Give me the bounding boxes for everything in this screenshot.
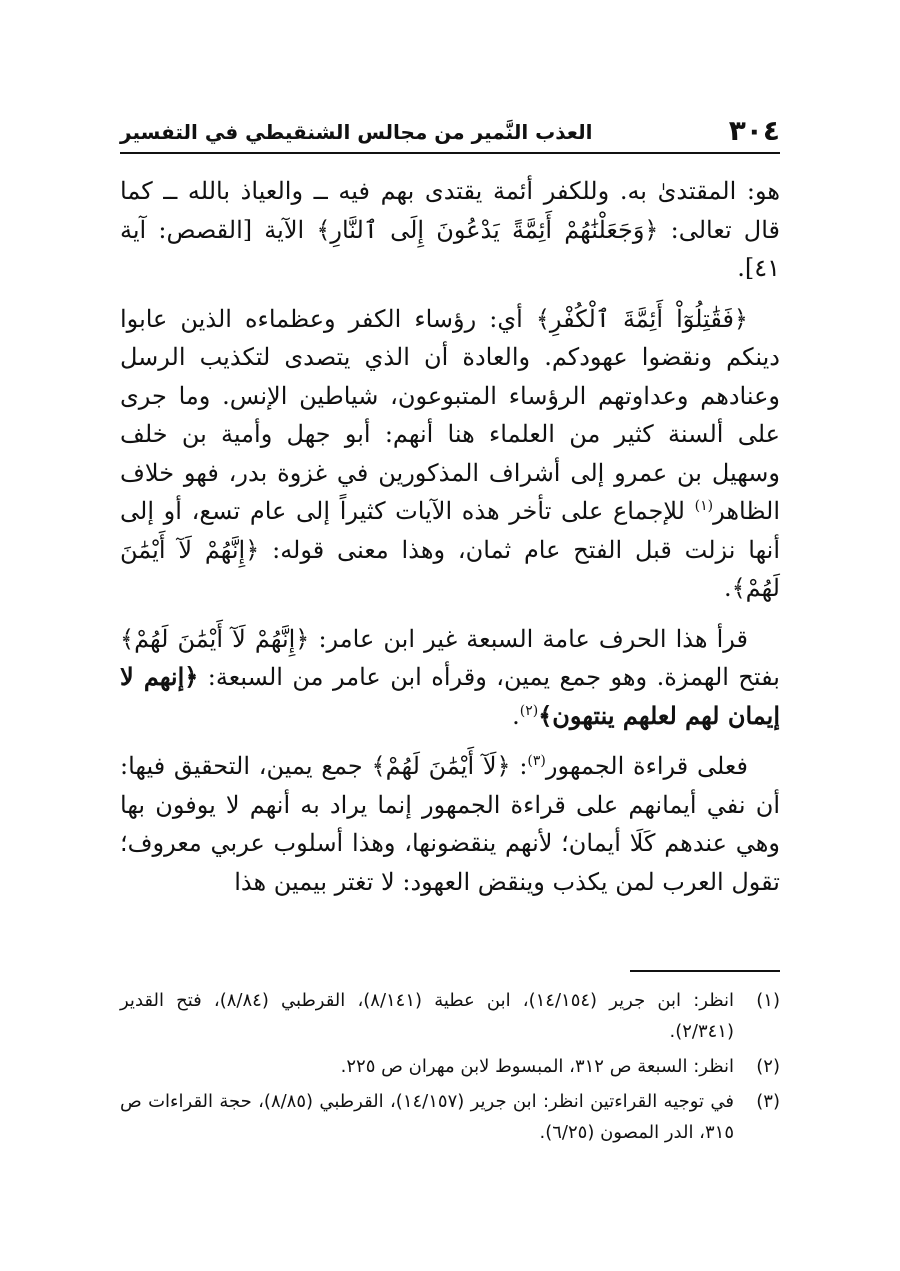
footnote-number: (٣)	[756, 1091, 780, 1112]
footnote-text: انظر: السبعة ص ٣١٢، المبسوط لابن مهران ص ٢٢٥.	[340, 1056, 734, 1077]
paragraph-1	[120, 172, 780, 288]
quran-verse: ﴿وَجَعَلْنَٰهُمْ أَئِمَّةً يَدْعُونَ إِلَى ٱلنَّارِ﴾	[316, 215, 659, 244]
text-segment: للإجماع على تأخر هذه الآيات كثيراً إلى عام تسع، أو إلى أنها نزلت قبل الفتح عام ثمان، وهذا معنى قوله:	[120, 497, 780, 564]
footnote-2	[120, 1051, 780, 1082]
text-segment: أي: رؤساء الكفر وعظماءه الذين عابوا دينكم ونقضوا عهودكم. والعادة أن الذي يتصدى لتكذيب الرسل وعنادهم وعداوتهم الرؤساء المتبوعون، شياطين الإنس. وما جرى على ألسنة كثير من العلماء هنا أنهم: أبو جهل وأمية بن خلف وسهيل بن عمرو إلى أشراف المذكورين في غزوة بدر، فهو خلاف الظاهر	[120, 304, 780, 525]
paragraph-2	[120, 300, 780, 608]
text-segment: :	[510, 752, 528, 780]
paragraph-3	[120, 620, 780, 736]
page-header	[120, 112, 780, 154]
quran-verse: ﴿فَقَٰتِلُوٓاْ أَئِمَّةَ ٱلْكُفْرِ﴾	[535, 304, 748, 333]
page-number: ٣٠٤	[728, 114, 780, 147]
quran-verse: ﴿إِنَّهُمْ لَآ أَيْمَٰنَ لَهُمْ﴾	[120, 535, 780, 602]
text-segment: بفتح الهمزة. وهو جمع يمين، وقرأه ابن عامر من السبعة:	[198, 663, 780, 691]
text-segment: .	[723, 574, 732, 602]
footnote-divider	[630, 970, 780, 972]
text-segment: جمع يمين، التحقيق فيها: أن نفي أيمانهم على قراءة الجمهور إنما يراد به أنهم لا يوفون بها وهي عندهم كَلَا أيمان؛ لأنهم ينقضونها، وهذا أسلوب عربي معروف؛ تقول العرب لمن يكذب وينقض العهود: لا تغتر بيمين هذا	[120, 752, 780, 896]
footnotes	[120, 985, 780, 1152]
footnote-marker[interactable]: (٣)	[527, 753, 546, 769]
text-segment: .	[512, 701, 520, 730]
footnote-number: (١)	[756, 990, 780, 1011]
text-segment: قرأ هذا الحرف عامة السبعة غير ابن عامر:	[309, 624, 748, 653]
quran-verse: ﴿إِنَّهُمْ لَآ أَيْمَٰنَ لَهُمْ﴾	[120, 624, 310, 653]
text-segment: الآية [القصص: آية ٤١].	[120, 215, 780, 282]
footnote-3	[120, 1086, 780, 1148]
main-text	[120, 172, 780, 913]
footnote-number: (٢)	[756, 1056, 780, 1077]
footnote-text: في توجيه القراءتين انظر: ابن جرير (١٤/١٥٧)، القرطبي (٨/٨٥)، حجة القراءات ص ٣١٥، الدر المصون (٦/٢٥).	[120, 1091, 735, 1143]
quran-verse: ﴿لَآ أَيْمَٰنَ لَهُمْ﴾	[371, 752, 511, 780]
footnote-1	[120, 985, 780, 1047]
footnote-text: انظر: ابن جرير (١٤/١٥٤)، ابن عطية (٨/١٤١)، القرطبي (٨/٨٤)، فتح القدير (٢/٣٤١).	[120, 990, 734, 1042]
text-segment: هو: المقتدىٰ به. وللكفر أئمة يقتدى بهم فيه ــ والعياذ بالله ــ كما قال تعالى:	[120, 177, 780, 244]
text-segment: فعلى قراءة الجمهور	[545, 752, 748, 780]
quran-verse: ﴿إنهم لا إيمان لهم لعلهم ينتهون﴾	[120, 662, 780, 730]
footnote-marker[interactable]: (١)	[694, 498, 714, 514]
running-title: العذب النَّمير من مجالس الشنقيطي في التفسير	[120, 120, 593, 144]
paragraph-4	[120, 747, 780, 901]
footnote-marker[interactable]: (٢)	[519, 702, 539, 719]
